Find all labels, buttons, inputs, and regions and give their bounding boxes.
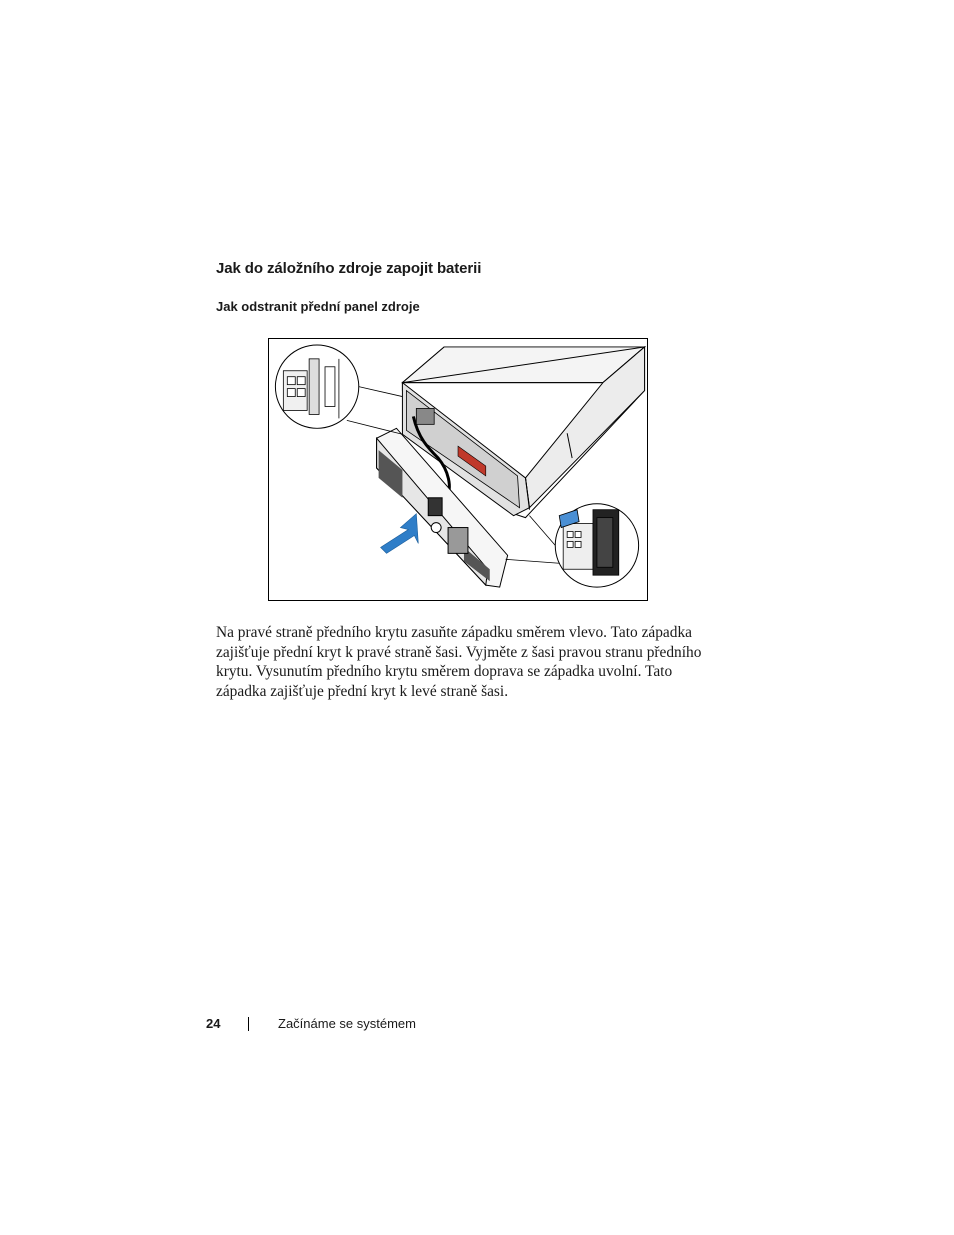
footer-section-title: Začínáme se systémem bbox=[278, 1016, 416, 1031]
section-heading: Jak do záložního zdroje zapojit baterii bbox=[216, 260, 482, 277]
battery-connector bbox=[416, 408, 434, 424]
subsection-heading: Jak odstranit přední panel zdroje bbox=[216, 299, 420, 314]
ups-illustration bbox=[269, 339, 647, 600]
removal-arrow bbox=[381, 514, 419, 554]
instruction-paragraph: Na pravé straně předního krytu zasuňte západku směrem vlevo. Tato západka zajišťuje přední kryt k pravé straně šasi. Vyjměte z šasi pravou stranu předního krytu. Vysunutím předního krytu směrem doprava se západka uvolní. Tato západka zajišťuje přední kryt k levé straně šasi. bbox=[216, 624, 702, 700]
footer-separator bbox=[248, 1017, 249, 1031]
illustration-remove-front-panel bbox=[268, 338, 648, 601]
page-number: 24 bbox=[206, 1016, 221, 1031]
